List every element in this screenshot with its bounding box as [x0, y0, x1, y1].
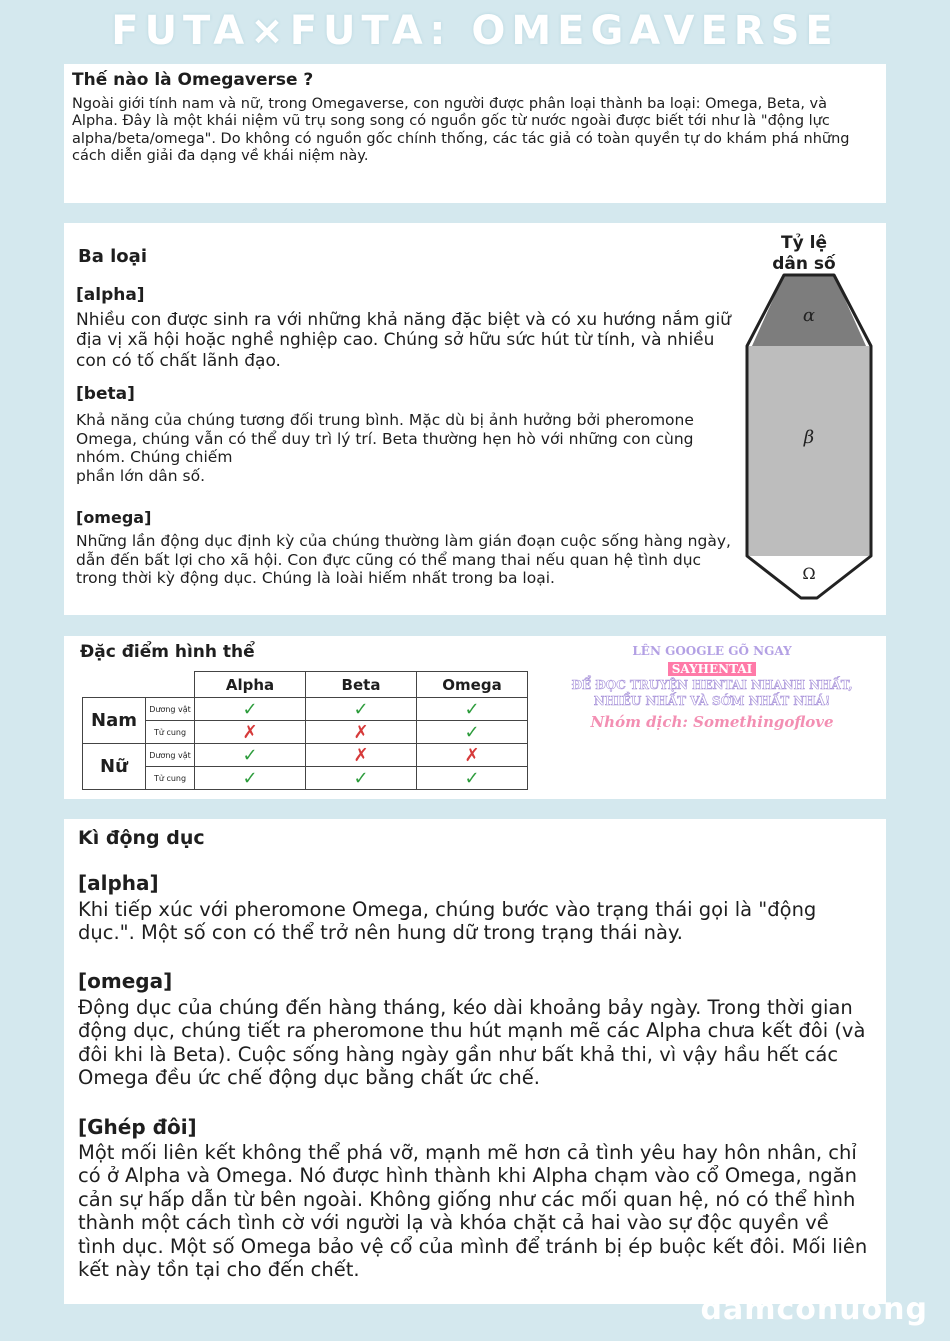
heat-alpha-text: Khi tiếp xúc với pheromone Omega, chúng bước vào trạng thái gọi là "động dục.". Một số con có thể trở nên hung dữ trong trạng thái này.	[78, 898, 817, 945]
table-row	[83, 698, 528, 721]
heat-alpha-label: [alpha]	[78, 871, 159, 895]
population-label-line-2: dân số	[772, 254, 836, 275]
beta-text	[76, 411, 736, 485]
cell: ✓	[417, 721, 528, 744]
intro-heading: Thế nào là Omegaverse ?	[72, 70, 314, 90]
heat-panel	[64, 819, 886, 1304]
beta-text-line-1: Khả năng của chúng tương đối trung bình. Mặc dù bị ảnh hưởng bởi pheromone Omega, chúng vẫn có thể duy trì lý trí. Beta thường hẹn hò với những con cùng nhóm. Chúng chiếm	[76, 411, 694, 467]
part-label: Dương vật	[146, 744, 195, 767]
bond-text: Một mối liên kết không thể phá vỡ, mạnh mẽ hơn cả tình yêu hay hôn nhân, chỉ có ở Alpha và Omega. Nó được hình thành khi Alpha chạm vào cổ Omega, ngăn cản sự hấp dẫn từ bên ngoài. Không giống như các mối quan hệ, nó có thể hình thành một cách tình cờ với người lạ và khóa chặt cả hai vào sự độc quyền về tình dục. Một số Omega bảo vệ cổ của mình để tránh bị ép buộc kết đôi. Mối liên kết này tồn tại cho đến chết.	[78, 1141, 868, 1281]
beta-symbol: β	[803, 427, 815, 448]
heat-omega-text: Động dục của chúng đến hàng tháng, kéo dài khoảng bảy ngày. Trong thời gian động dục, chúng tiết ra pheromone thu hút mạnh mẽ các Alpha chưa kết đôi (và đôi khi là Beta). Cuộc sống hàng ngày gần như bất khả thi, vì vậy hầu hết các Omega đều ức chế động dục bằng chất ức chế.	[78, 996, 866, 1090]
watermark	[562, 644, 862, 731]
table-row	[83, 744, 528, 767]
cell: ✓	[306, 767, 417, 790]
cell: ✓	[195, 767, 306, 790]
sex-male: Nam	[83, 698, 146, 744]
omega-symbol: Ω	[802, 564, 816, 583]
col-alpha: Alpha	[195, 672, 306, 698]
cell: ✗	[306, 744, 417, 767]
cell: ✗	[195, 721, 306, 744]
cell: ✓	[195, 698, 306, 721]
cell: ✓	[417, 767, 528, 790]
cell: ✗	[417, 744, 528, 767]
part-label: Tử cung	[146, 767, 195, 790]
population-label-line-1: Tỷ lệ	[781, 233, 827, 253]
cell: ✓	[195, 744, 306, 767]
intro-panel	[64, 64, 886, 203]
intro-text: Ngoài giới tính nam và nữ, trong Omegaverse, con người được phân loại thành ba loại: Omega, Beta, và Alpha. Đây là một khái niệm vũ trụ song song có nguồn gốc từ nước ngoài được biết tới như là "động lực alpha/beta/omega". Do không có nguồn gốc chính thống, các tác giả có toàn quyền tự do khám phá những cách diễn giải đa dạng về khái niệm này.	[72, 96, 850, 165]
heat-heading: Kì động dục	[78, 827, 205, 849]
types-heading: Ba loại	[78, 246, 147, 267]
part-label: Dương vật	[146, 698, 195, 721]
watermark-line-2: SAYHENTAI	[668, 662, 757, 676]
cell: ✗	[306, 721, 417, 744]
population-ratio-label	[754, 233, 854, 276]
page-title: FUTA×FUTA: OMEGAVERSE	[111, 8, 839, 54]
sex-female: Nữ	[83, 744, 146, 790]
physical-table	[82, 671, 528, 790]
beta-label: [beta]	[76, 384, 135, 404]
watermark-line-4: Nhóm dịch: Somethingoflove	[590, 713, 834, 732]
cell: ✓	[417, 698, 528, 721]
beta-segment	[747, 346, 871, 556]
physical-heading: Đặc điểm hình thể	[80, 642, 255, 662]
omega-label: [omega]	[76, 508, 152, 527]
brand-logo: damconuong	[700, 1292, 928, 1327]
types-panel	[64, 223, 886, 615]
alpha-symbol: α	[802, 305, 816, 326]
bond-label: [Ghép đôi]	[78, 1115, 197, 1139]
table-row	[83, 721, 528, 744]
table-row	[83, 767, 528, 790]
watermark-line-3: ĐỂ ĐỌC TRUYỆN HENTAI NHANH NHẤT, NHIỀU NHẤT VÀ SỚM NHẤT NHÁ!	[571, 678, 853, 709]
heat-omega-label: [omega]	[78, 969, 173, 993]
part-label: Tử cung	[146, 721, 195, 744]
physical-panel	[64, 636, 886, 799]
omega-text: Những lần động dục định kỳ của chúng thường làm gián đoạn cuộc sống hàng ngày, dẫn đến bất lợi cho xã hội. Con đực cũng có thể mang thai nếu quan hệ tình dục trong thời kỳ động dục. Chúng là loài hiếm nhất trong ba loại.	[76, 532, 731, 588]
cell: ✓	[306, 698, 417, 721]
col-beta: Beta	[306, 672, 417, 698]
alpha-text: Nhiều con được sinh ra với những khả năng đặc biệt và có xu hướng nắm giữ địa vị xã hội hoặc nghề nghiệp cao. Chúng sở hữu sức hút từ tính, và nhiều con có tố chất lãnh đạo.	[76, 310, 731, 371]
table-header-row	[83, 672, 528, 698]
col-omega: Omega	[417, 672, 528, 698]
alpha-label: [alpha]	[76, 285, 145, 305]
beta-text-line-2: phần lớn dân số.	[76, 466, 206, 485]
population-diagram	[744, 273, 874, 603]
watermark-line-1: LÊN GOOGLE GÕ NGAY	[632, 644, 792, 658]
